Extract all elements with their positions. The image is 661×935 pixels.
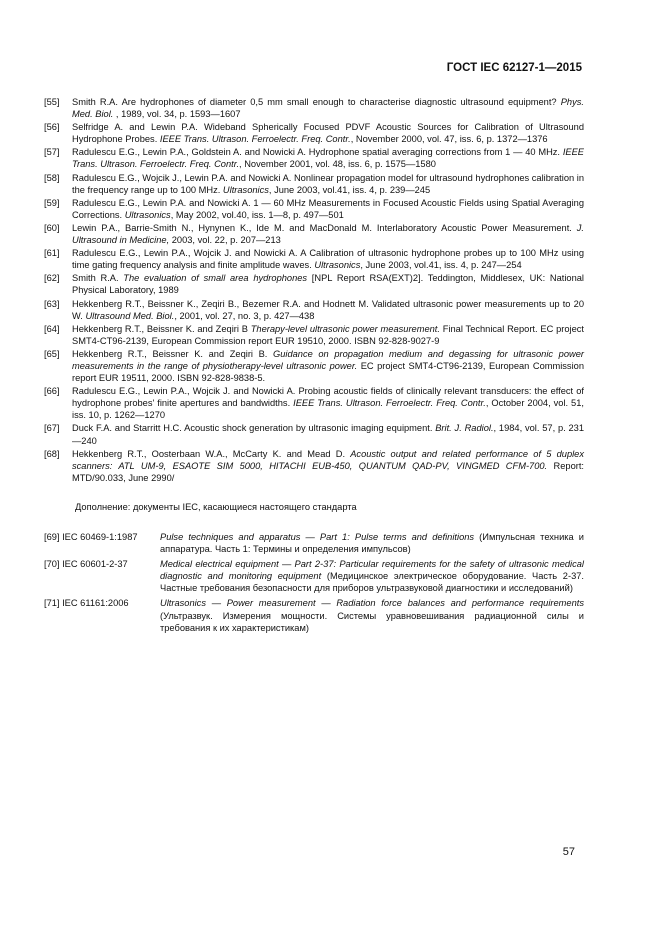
reference-item	[44, 197, 584, 221]
text-segment: Duck F.A. and Starritt H.C. Acoustic shock generation by ultrasonic imaging equipment.	[72, 423, 436, 434]
text-segment: Radulescu E.G., Lewin P.A., Wojcik J. and Nowicki A. Probing acoustic fields of clinically relevant transducers: the effect of hydrophone probes' finite apertures and bandwidths.	[72, 386, 584, 409]
text-segment: Hekkenberg R.T., Beissner K. and Zeqiri B	[72, 323, 251, 334]
reference-list	[44, 96, 584, 485]
text-segment: Final Technical Report. EC project SMT4-CT96-2139, European Commission report EUR 19510, 2000. ISBN 92-828-9027-9	[72, 323, 584, 346]
page-number: 57	[562, 846, 575, 858]
reference-item	[44, 247, 584, 271]
text-segment: (Ультразвук. Измерения мощности. Системы уравновешивания радиационной силы и требования к их характеристикам)	[160, 610, 584, 633]
text-segment: 2003, vol. 22, p. 207—213	[169, 235, 281, 246]
reference-number: [65]	[44, 348, 60, 359]
italic-title: Ultrasound Med. Biol.	[85, 310, 175, 321]
text-segment: EC project SMT4-CT96-2139, European Commission report EUR 19511, 2000. ISBN 92-828-9838-5.	[72, 360, 584, 384]
standard-code: [69] IEC 60469-1:1987	[44, 532, 138, 542]
reference-number: [60]	[44, 222, 60, 233]
text-segment: , June 2003, vol.41, iss. 4, p. 239—245	[268, 184, 431, 195]
reference-text	[72, 272, 584, 296]
reference-number: [55]	[44, 97, 60, 107]
text-segment: Hekkenberg R.T., Oosterbaan W.A., McCarty K. and Mead D.	[72, 448, 351, 459]
text-segment: Radulescu E.G., Lewin P.A., Goldstein A. and Nowicki A. Hydrophone spatial averaging corrections from 1 — 40 MHz.	[72, 147, 563, 158]
reference-item	[44, 422, 584, 446]
reference-number: [67]	[44, 423, 60, 434]
reference-number: [57]	[44, 147, 60, 158]
text-segment: (Медицинское электрическое оборудование. Часть 2-37. Частные требования безопасности для приборов ультразвуковой диагностики и исследований)	[160, 571, 584, 594]
text-segment: , 1984, vol. 57, p. 231—240	[72, 423, 585, 446]
reference-item	[44, 172, 584, 196]
standard-code: [70] IEC 60601-2-37	[44, 559, 128, 570]
reference-text	[72, 96, 584, 120]
reference-number: [59]	[44, 197, 60, 208]
document-header: ГОСТ IEC 62127-1—2015	[446, 62, 582, 74]
reference-item	[44, 448, 584, 484]
reference-item	[44, 385, 584, 421]
text-segment: Smith R.A. Are hydrophones of diameter 0,5 mm small enough to characterise diagnostic ultrasound equipment?	[72, 97, 561, 107]
italic-title: Ultrasonics	[124, 209, 171, 220]
text-segment: , June 2003, vol.41, iss. 4, p. 247—254	[360, 260, 522, 271]
supplement-note: Дополнение: документы IEC, касающиеся настоящего стандарта	[75, 502, 357, 512]
reference-item	[44, 146, 584, 170]
standard-description	[160, 558, 584, 594]
reference-number: [58]	[44, 172, 60, 183]
text-segment: , November 2000, vol. 47, iss. 6, p. 1372—1376	[350, 134, 548, 145]
reference-item	[44, 323, 584, 347]
text-segment: Hekkenberg R.T., Beissner K. and Zeqiri B.	[72, 348, 273, 359]
italic-title: Ultrasonics — Power measurement — Radiation force balances and performance requirements	[160, 598, 584, 609]
reference-number: [64]	[44, 323, 60, 334]
italic-title: IEEE Trans. Ultrason. Ferroelectr. Freq. Contr.	[72, 147, 584, 170]
reference-text	[72, 385, 584, 421]
text-segment: , November 2001, vol. 48, iss. 6, p. 1575—1580	[239, 159, 436, 170]
italic-title: Guidance on propagation medium and degassing for ultrasonic power measurements in the range of physiotherapy-level ultrasonic power.	[72, 348, 584, 371]
text-segment: Radulescu E.G., Lewin P.A. and Nowicki A. 1 — 60 MHz Measurements in Focused Acoustic Fields using Spatial Averaging Corrections.	[72, 197, 584, 220]
standard-description	[160, 597, 584, 633]
text-segment: Hekkenberg R.T., Beissner K., Zeqiri B., Bezemer R.A. and Hodnett M. Validated ultrasonic power measurements up to 20 W.	[72, 298, 584, 321]
reference-text	[72, 323, 584, 347]
text-segment: , October 2004, vol. 51, iss. 10, p. 1262—1270	[72, 398, 584, 421]
reference-item	[44, 348, 584, 384]
text-segment: Selfridge A. and Lewin P.A. Wideband Spherically Focused PDVF Acoustic Sources for Calibration of Ultrasound Hydrophone Probes.	[72, 122, 584, 145]
reference-text	[72, 121, 584, 145]
standard-description	[160, 531, 584, 555]
reference-text	[72, 222, 584, 246]
standards-list	[44, 531, 584, 637]
text-segment: , 1989, vol. 34, p. 1593—1607	[113, 109, 241, 120]
text-segment: , May 2002, vol.40, iss. 1—8, p. 497—501	[170, 209, 344, 220]
reference-number: [61]	[44, 248, 60, 259]
italic-title: Acoustic output and related performance of 5 duplex scanners: ATL UM-9, ESAOTE SIM 5000, HITACHI EUB-450, QUANTUM QAD-PV, VINGMED CFM-700.	[72, 448, 584, 471]
standard-item	[44, 597, 584, 633]
reference-item	[44, 121, 584, 145]
reference-text	[72, 448, 584, 484]
italic-title: Phys. Med. Biol.	[72, 97, 584, 120]
italic-title: Medical electrical equipment — Part 2-37: Particular requirements for the safety of ultrasonic medical diagnostic and monitoring equipment	[160, 559, 584, 582]
reference-number: [66]	[44, 386, 60, 397]
reference-text	[72, 422, 584, 446]
reference-text	[72, 348, 584, 384]
text-segment: (Импульсная техника и аппаратура. Часть 1: Термины и определения импульсов)	[160, 532, 584, 555]
reference-text	[72, 298, 584, 322]
italic-title: Pulse techniques and apparatus — Part 1: Pulse terms and definitions	[160, 532, 475, 542]
reference-item	[44, 272, 584, 296]
text-segment: Radulescu E.G., Lewin P.A., Wojcik J. and Nowicki A. A Calibration of ultrasonic hydrophone probes up to 100 MHz using time gating frequency analysis and finite amplitude waves.	[72, 248, 584, 271]
reference-number: [68]	[44, 448, 60, 459]
italic-title: IEEE Trans. Ultrason. Ferroelectr. Freq. Contr.	[293, 398, 486, 409]
reference-text	[72, 146, 584, 170]
italic-title: IEEE Trans. Ultrason. Ferroelectr. Freq. Contr.	[159, 134, 351, 145]
reference-item	[44, 96, 584, 120]
text-segment: [NPL Report RSA(EXT)2]. Teddington, Middlesex, UK: National Physical Laboratory, 1989	[72, 273, 584, 296]
italic-title: Brit. J. Radiol.	[435, 423, 494, 434]
italic-title: Ultrasonics	[314, 260, 361, 271]
text-segment: Smith R.A.	[72, 273, 124, 284]
italic-title: Therapy-level ultrasonic power measurement.	[250, 323, 440, 334]
standard-item	[44, 531, 584, 555]
reference-item	[44, 298, 584, 322]
italic-title: Ultrasonics	[222, 184, 269, 195]
standard-item	[44, 558, 584, 594]
reference-text	[72, 197, 584, 221]
standard-code: [71] IEC 61161:2006	[44, 598, 129, 609]
text-segment: , 2001, vol. 27, no. 3, p. 427—438	[174, 310, 315, 321]
italic-title: J. Ultrasound in Medicine,	[72, 222, 584, 246]
reference-number: [56]	[44, 122, 60, 133]
reference-text	[72, 172, 584, 196]
reference-text	[72, 247, 584, 271]
italic-title: The evaluation of small area hydrophones	[123, 273, 308, 284]
reference-item	[44, 222, 584, 246]
text-segment: Lewin P.A., Barrie-Smith N., Hynynen K., Ide M. and MacDonald M. Interlaboratory Acoustic Power Measurement.	[72, 222, 577, 233]
text-segment: Report: MTD/90.033, June 2990/	[72, 460, 585, 483]
text-segment: Radulescu E.G., Wojcik J., Lewin P.A. and Nowicki A. Nonlinear propagation model for ultrasound hydrophones calibration in the frequency range up to 100 MHz.	[72, 172, 584, 195]
reference-number: [63]	[44, 298, 60, 309]
reference-number: [62]	[44, 273, 60, 284]
